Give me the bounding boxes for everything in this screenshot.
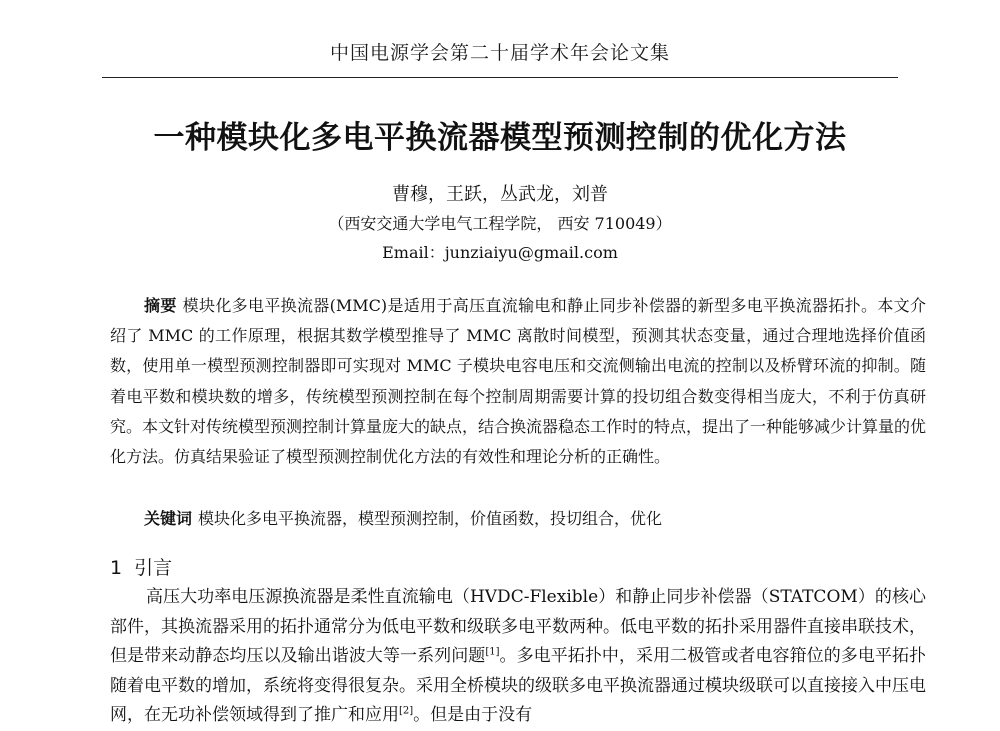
citation-ref-2: [2] bbox=[399, 705, 414, 717]
body-text-part-3: 。但是由于没有 bbox=[413, 705, 533, 725]
author-list: 曹穆，王跃，丛武龙，刘普 bbox=[392, 184, 608, 205]
paper-title: 一种模块化多电平换流器模型预测控制的优化方法 bbox=[153, 120, 847, 156]
affiliation: （西安交通大学电气工程学院， 西安 710049） bbox=[328, 214, 672, 233]
section-heading bbox=[110, 553, 172, 580]
author-email: Email：junziaiyu@gmail.com bbox=[382, 243, 618, 262]
abstract-label: 摘要 bbox=[144, 296, 177, 315]
section-title: 引言 bbox=[134, 557, 173, 579]
section-number: 1 bbox=[110, 557, 123, 579]
body-paragraph bbox=[110, 583, 926, 731]
citation-ref-1: [1] bbox=[485, 646, 500, 658]
keywords-label: 关键词 bbox=[144, 509, 193, 528]
abstract-text: 模块化多电平换流器(MMC)是适用于高压直流输电和静止同步补偿器的新型多电平换流器拓扑。本文介绍了 MMC 的工作原理，根据其数学模型推导了 MMC 离散时间模型，预测其状态变量，通过合理地选择价值函数，使用单一模型预测控制器即可实现对 MMC 子模块电容电压和交流侧输出电流的控制以及桥臂环流的抑制。随着电平数和模块数的增多，传统模型预测控制在每个控制周期需要计算的投切组合数变得相当庞大，不利于仿真研究。本文针对传统模型预测控制计算量庞大的缺点，结合换流器稳态工作时的特点，提出了一种能够减少计算量的优化方法。仿真结果验证了模型预测控制优化方法的有效性和理论分析的正确性。 bbox=[110, 296, 927, 467]
body-text-part-2: 。多电平拓扑中，采用二极管或者电容箝位的多电平拓扑随着电平数的增加，系统将变得很复杂。采用全桥模块的级联多电平换流器通过模块级联可以直接接入中压电网，在无功补偿领域得到了推广和应用 bbox=[110, 646, 927, 725]
header-rule bbox=[102, 77, 898, 78]
body-text-part-1: 高压大功率电压源换流器是柔性直流输电（HVDC-Flexible）和静止同步补偿器（STATCOM）的核心部件，其换流器采用的拓扑通常分为低电平数和级联多电平数两种。低电平数的拓扑采用器件直接串联技术，但是带来动静态均压以及输出谐波大等一系列问题 bbox=[110, 587, 926, 666]
keywords bbox=[144, 506, 924, 529]
running-head: 中国电源学会第二十届学术年会论文集 bbox=[329, 42, 670, 64]
abstract bbox=[110, 291, 926, 472]
keywords-text: 模块化多电平换流器，模型预测控制，价值函数，投切组合，优化 bbox=[198, 509, 663, 528]
